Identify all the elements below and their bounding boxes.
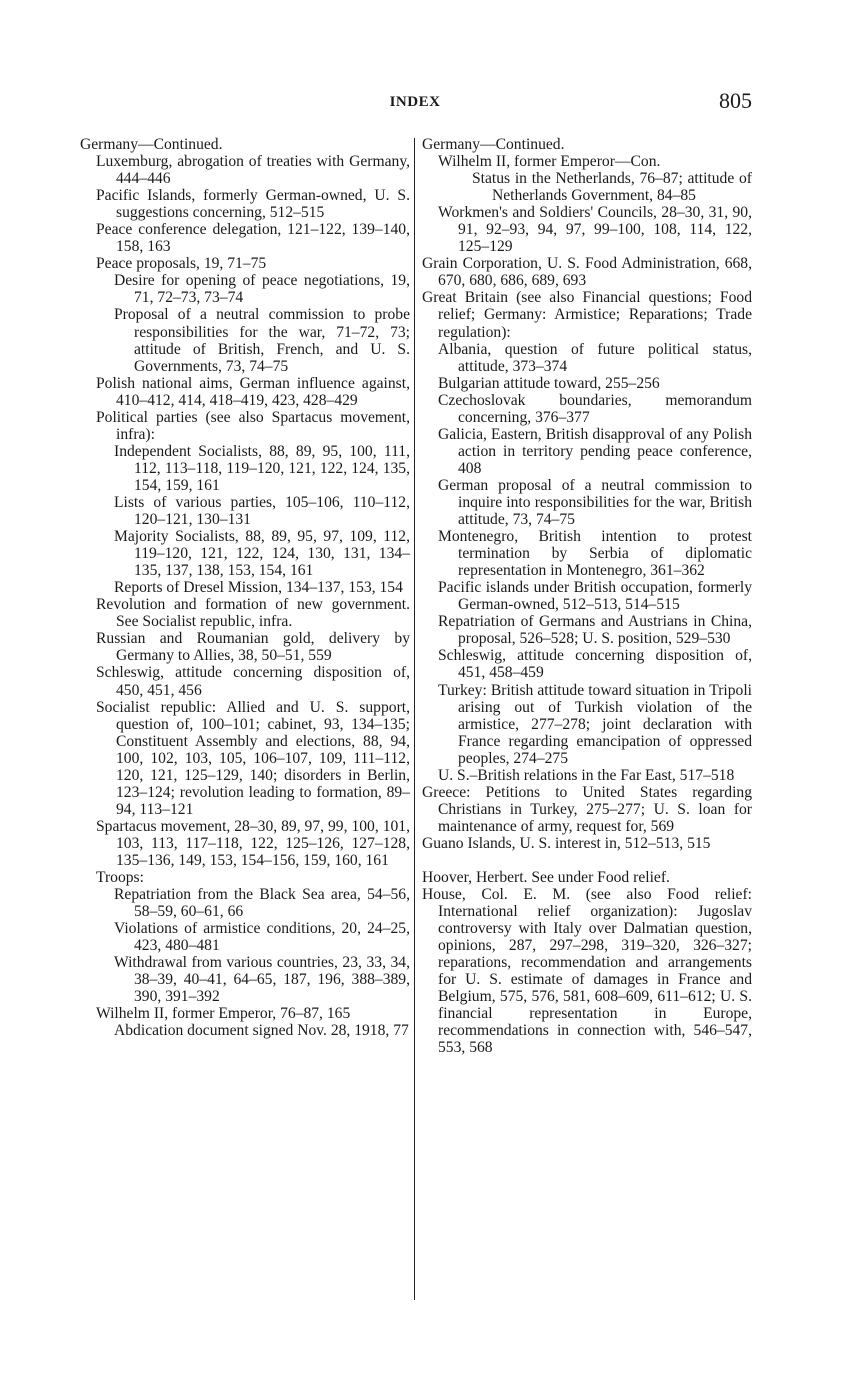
index-entry: Repatriation of Germans and Austrians in China, proposal, 526–528; U. S. position, 529–530	[438, 613, 752, 648]
index-entry: Hoover, Herbert. See under Food relief.	[422, 868, 670, 886]
index-entry: Greece: Petitions to United States regarding Christians in Turkey, 275–277; U. S. loan for maintenance of army, request for, 569	[422, 783, 752, 835]
index-entry: Schleswig, attitude concerning disposition of, 450, 451, 456	[96, 664, 410, 699]
index-entry: Pacific islands under British occupation, formerly German-owned, 512–513, 514–515	[438, 579, 752, 614]
index-entry: German proposal of a neutral commission to inquire into responsibilities for the war, British attitude, 73, 74–75	[438, 476, 752, 529]
index-entry: Turkey: British attitude toward situation in Tripoli arising out of Turkish violation of the armistice, 277–278; joint declaration with France regarding emancipation of oppressed peoples, 274–275	[438, 681, 752, 767]
index-entry: Socialist republic: Allied and U. S. support, question of, 100–101; cabinet, 93, 134–135; Constituent Assembly and elections, 88, 94, 100, 102, 103, 105, 106–107, 109, 111–112, 120, 121, 125–129, 140; disorders in Berlin, 123–124; revolution leading to formation, 89–94, 113–121	[96, 698, 410, 818]
index-entry: Schleswig, attitude concerning disposition of, 451, 458–459	[438, 647, 752, 682]
index-entry: Political parties (see also Spartacus movement, infra):	[96, 408, 410, 443]
index-entry: Troops:	[96, 869, 144, 887]
index-entry: Russian and Roumanian gold, delivery by Germany to Allies, 38, 50–51, 559	[96, 630, 410, 665]
index-entry: Wilhelm II, former Emperor—Con.	[438, 153, 661, 171]
index-entry: Galicia, Eastern, British disapproval of any Polish action in territory pending peace conference, 408	[438, 425, 752, 477]
index-entry: Grain Corporation, U. S. Food Administration, 668, 670, 680, 686, 689, 693	[422, 255, 752, 290]
index-entry: Majority Socialists, 88, 89, 95, 97, 109, 112, 119–120, 121, 122, 124, 130, 131, 134–135, 137, 138, 153, 154, 161	[114, 528, 410, 580]
index-entry: Reports of Dresel Mission, 134–137, 153, 154	[114, 579, 403, 597]
index-entry: Desire for opening of peace negotiations, 19, 71, 72–73, 73–74	[114, 272, 410, 307]
index-entry: Withdrawal from various countries, 23, 33, 34, 38–39, 40–41, 64–65, 187, 196, 388–389, 390, 391–392	[114, 954, 410, 1006]
index-entry: Czechoslovak boundaries, memorandum concerning, 376–377	[438, 391, 752, 426]
index-entry: Great Britain (see also Financial questions; Food relief; Germany: Armistice; Reparations; Trade regulation):	[422, 289, 752, 341]
index-entry: Pacific Islands, formerly German-owned, U. S. suggestions concerning, 512–515	[96, 187, 410, 222]
index-entry: Independent Socialists, 88, 89, 95, 100, 111, 112, 113–118, 119–120, 121, 122, 124, 135, 154, 159, 161	[114, 442, 410, 494]
column-divider	[414, 138, 415, 1300]
index-entry: U. S.–British relations in the Far East, 517–518	[438, 766, 735, 784]
running-head-title: INDEX	[389, 94, 441, 110]
running-header	[78, 88, 752, 118]
index-entry: House, Col. E. M. (see also Food relief: International relief organization): Jugoslav controversy with Italy over Dalmatian question, opinions, 287, 297–298, 319–320, 326–327; reparations, recommendation and arrangements for U. S. estimate of damages in France and Belgium, 575, 576, 581, 608–609, 611–612; U. S. financial representation in Europe, recommendations in connection with, 546–547, 553, 568	[422, 886, 752, 1057]
index-entry: Bulgarian attitude toward, 255–256	[438, 374, 660, 392]
index-entry: Workmen's and Soldiers' Councils, 28–30, 31, 90, 91, 92–93, 94, 97, 99–100, 108, 114, 122, 125–129	[438, 204, 752, 256]
index-entry: Peace proposals, 19, 71–75	[96, 255, 267, 273]
index-entry: Revolution and formation of new government. See Socialist republic, infra.	[96, 596, 410, 631]
index-entry: Proposal of a neutral commission to probe responsibilities for the war, 71–72, 73; attitude of British, French, and U. S. Governments, 73, 74–75	[114, 306, 410, 375]
index-entry: Abdication document signed Nov. 28, 1918, 77	[114, 1022, 409, 1040]
index-entry: Violations of armistice conditions, 20, 24–25, 423, 480–481	[114, 920, 410, 955]
index-entry: Status in the Netherlands, 76–87; attitude of Netherlands Government, 84–85	[472, 170, 752, 205]
index-entry: Polish national aims, German influence against, 410–412, 414, 418–419, 423, 428–429	[96, 374, 410, 409]
index-entry: Guano Islands, U. S. interest in, 512–513, 515	[422, 834, 711, 852]
index-entry: Montenegro, British intention to protest termination by Serbia of diplomatic representation in Montenegro, 361–362	[438, 528, 752, 580]
index-entry: Repatriation from the Black Sea area, 54–56, 58–59, 60–61, 66	[114, 886, 410, 921]
index-entry: Albania, question of future political status, attitude, 373–374	[438, 340, 752, 375]
index-entry: Luxemburg, abrogation of treaties with Germany, 444–446	[96, 153, 410, 188]
index-entry: Peace conference delegation, 121–122, 139–140, 158, 163	[96, 221, 410, 256]
index-entry: Spartacus movement, 28–30, 89, 97, 99, 100, 101, 103, 113, 117–118, 122, 125–126, 127–128, 135–136, 149, 153, 154–156, 159, 160, 161	[96, 817, 410, 869]
index-entry: Wilhelm II, former Emperor, 76–87, 165	[96, 1005, 351, 1023]
index-entry: Lists of various parties, 105–106, 110–112, 120–121, 130–131	[114, 493, 410, 529]
index-column-left	[80, 136, 410, 1039]
index-entry: Germany—Continued.	[80, 136, 223, 153]
index-column-right	[422, 136, 752, 1056]
page-number: 805	[719, 88, 752, 113]
index-entry: Germany—Continued.	[422, 136, 565, 153]
